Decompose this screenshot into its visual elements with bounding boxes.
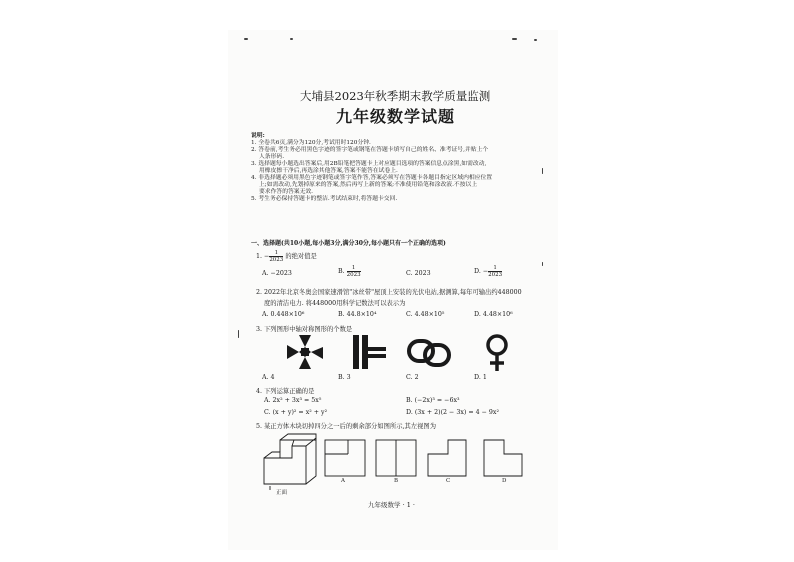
question-5-stem: 5. 某正方体木块切掉四分之一后的剩余部分如图所示,其左视图为 <box>256 423 437 430</box>
option-a: A. 0.448×10⁶ <box>262 311 305 318</box>
instruction-line: 5. 考生务必保持答题卡的整洁.考试结束时,将答题卡交回. <box>251 196 398 202</box>
question-stem: 的绝对值是 <box>285 253 317 260</box>
question-3-figures <box>285 333 530 373</box>
instruction-line: 1. 全卷共6页,满分为120分,考试用时120分钟. <box>251 140 371 146</box>
question-3-stem: 3. 下列图形中轴对称图形的个数是 <box>256 326 353 333</box>
female-symbol-figure <box>488 336 506 371</box>
option-prefix: D. − <box>474 268 489 275</box>
numerator: 1 <box>269 250 283 257</box>
exam-subtitle: 九年级数学试题 <box>336 107 456 126</box>
view-a <box>325 440 365 476</box>
option-b <box>338 265 361 278</box>
scan-speck <box>512 38 517 40</box>
fraction <box>347 265 361 278</box>
fraction <box>269 250 283 263</box>
instruction-line: 上;如需改动,先划掉原来的答案,然后再写上新的答案;不准使用铅笔和涂改液.不按以上 <box>259 182 478 188</box>
question-2-line1: 2. 2022年北京冬奥会国家速滑馆"冰丝带"屋顶上安装的光伏电站,据测算,每年可输出约448000 <box>256 289 522 296</box>
page-footer: 九年级数学 · 1 · <box>368 501 415 509</box>
denominator: 2023 <box>346 272 361 278</box>
option-a: A. 4 <box>262 374 275 381</box>
numerator: 1 <box>488 265 502 272</box>
option-d: D. 1 <box>474 374 487 381</box>
option-d <box>474 265 502 278</box>
question-2-line2: 度的清洁电力. 将448000用科学记数法可以表示为 <box>264 300 406 307</box>
scan-speck <box>244 38 248 40</box>
question-number: 1. <box>256 253 263 260</box>
minus-sign: − <box>264 253 270 260</box>
denominator: 2023 <box>488 272 503 278</box>
instruction-line: 4. 非选择题必须用黑色字迹钢笔或签字笔作答,答案必须写在答题卡各题目指定区域内相应位置 <box>251 175 493 181</box>
pinwheel-figure <box>287 335 323 369</box>
option-a: A. 2x² + 3x³ = 5x⁵ <box>264 397 322 404</box>
scan-speck <box>290 38 293 40</box>
instruction-line: 2. 答卷前,考生务必用黑色字迹的签字笔或钢笔在答题卡填写自己的姓名、准考证号,并贴上个 <box>251 147 489 153</box>
scan-speck <box>238 330 239 338</box>
option-c: C. 2 <box>406 374 419 381</box>
option-c: C. 4.48×10⁵ <box>406 311 445 318</box>
option-d: D. (3x + 2)(2 − 3x) = 4 − 9x² <box>406 409 499 416</box>
option-c: C. 2023 <box>406 270 431 277</box>
instruction-line: 要求作答的答案无效. <box>259 189 314 195</box>
question-1 <box>256 250 317 263</box>
instructions-heading: 说明: <box>251 133 265 139</box>
denominator: 2023 <box>269 257 284 263</box>
section-heading: 一、选择题(共10小题,每小题3分,满分30分,每小题只有一个正确的选项) <box>251 240 446 247</box>
option-b: B. 44.8×10⁴ <box>338 311 377 318</box>
front-label: 正面 <box>276 490 288 496</box>
question-4-stem: 4. 下列运算正确的是 <box>256 388 315 395</box>
scan-speck <box>542 262 543 266</box>
instruction-line: 人条形码. <box>259 154 285 160</box>
bars-figure <box>353 335 386 369</box>
option-c: C. (x + y)² = x² + y² <box>264 409 328 416</box>
scan-speck <box>534 39 537 41</box>
view-label-a: A <box>341 478 345 484</box>
instruction-line: 3. 选择题每小题选出答案后,用2B铅笔把答题卡上对应题目选项的答案信息点涂黑,如需改动, <box>251 161 487 167</box>
option-b: B. 3 <box>338 374 351 381</box>
view-d <box>484 440 522 476</box>
scan-speck <box>542 168 543 174</box>
numerator: 1 <box>347 265 361 272</box>
fraction <box>488 265 502 278</box>
view-c <box>428 440 466 476</box>
chain-links-figure <box>409 341 449 365</box>
cut-cube-figure <box>264 434 316 484</box>
instruction-line: 用橡皮擦干净后,再选涂其他答案,答案不能答在试卷上. <box>259 168 398 174</box>
option-d: D. 4.48×10⁶ <box>474 311 513 318</box>
view-b <box>376 440 416 476</box>
exam-title: 大埔县2023年秋季期末教学质量监测 <box>300 89 491 103</box>
option-b: B. (−2x)³ = −6x³ <box>406 397 460 404</box>
option-a: A. −2023 <box>262 270 292 277</box>
view-label-c: C <box>446 478 451 484</box>
option-prefix: B. <box>338 268 345 275</box>
view-label-d: D <box>502 478 507 484</box>
view-label-b: B <box>394 478 399 484</box>
instructions <box>251 133 492 203</box>
